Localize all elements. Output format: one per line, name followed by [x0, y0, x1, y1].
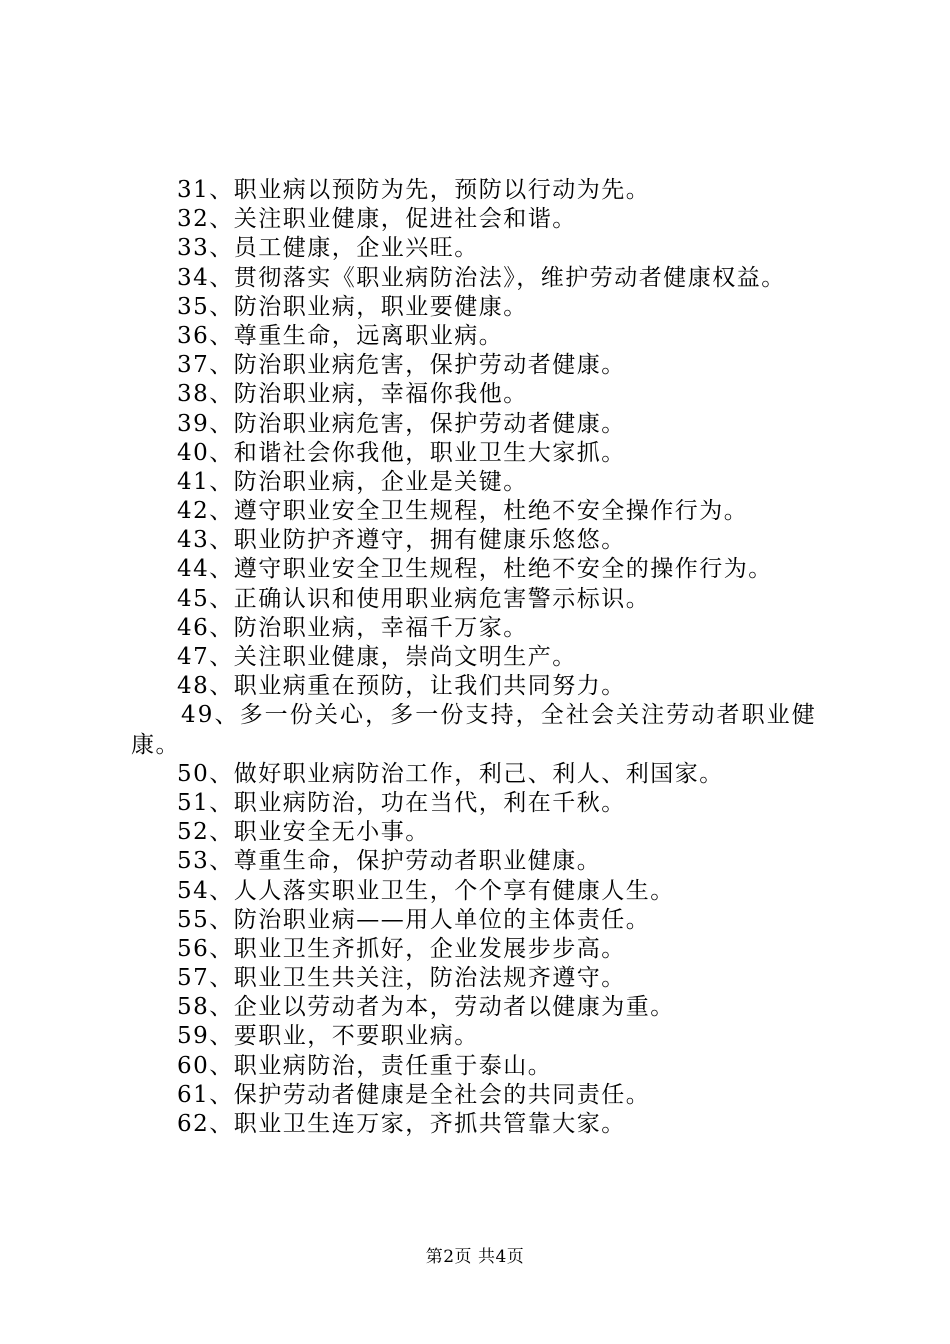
list-item: 33、员工健康，企业兴旺。	[177, 235, 479, 262]
document-body	[131, 176, 831, 1139]
page-number-footer: 第2页 共4页	[425, 1247, 525, 1267]
list-item: 46、防治职业病，幸福千万家。	[177, 614, 528, 641]
list-item: 45、正确认识和使用职业病危害警示标识。	[177, 585, 651, 612]
list-item: 53、尊重生命，保护劳动者职业健康。	[177, 848, 602, 875]
list-item: 50、做好职业病防治工作，利己、利人、利国家。	[177, 760, 724, 787]
list-item: 61、保护劳动者健康是全社会的共同责任。	[177, 1081, 651, 1108]
list-item: 36、尊重生命，远离职业病。	[177, 322, 504, 349]
list-item: 35、防治职业病，职业要健康。	[177, 293, 528, 320]
list-item: 52、职业安全无小事。	[177, 819, 430, 846]
list-item: 55、防治职业病——用人单位的主体责任。	[177, 906, 651, 933]
list-item: 43、职业防护齐遵守，拥有健康乐悠悠。	[177, 527, 626, 554]
list-item: 41、防治职业病，企业是关键。	[177, 468, 528, 495]
list-item: 38、防治职业病，幸福你我他。	[177, 381, 528, 408]
list-item: 49、多一份关心，多一份支持，全社会关注劳动者职业健	[181, 702, 817, 729]
list-item-continuation: 康。	[131, 731, 180, 758]
list-item: 37、防治职业病危害，保护劳动者健康。	[177, 352, 626, 379]
list-item: 32、关注职业健康，促进社会和谐。	[177, 206, 577, 233]
list-item: 59、要职业，不要职业病。	[177, 1023, 479, 1050]
list-item: 56、职业卫生齐抓好，企业发展步步高。	[177, 935, 626, 962]
list-item: 39、防治职业病危害，保护劳动者健康。	[177, 410, 626, 437]
list-item: 42、遵守职业安全卫生规程，杜绝不安全操作行为。	[177, 498, 749, 525]
list-item: 48、职业病重在预防，让我们共同努力。	[177, 673, 626, 700]
list-item: 31、职业病以预防为先，预防以行动为先。	[177, 177, 651, 203]
list-item: 62、职业卫生连万家，齐抓共管靠大家。	[177, 1111, 626, 1137]
list-item: 54、人人落实职业卫生，个个享有健康人生。	[177, 877, 675, 904]
list-item: 57、职业卫生共关注，防治法规齐遵守。	[177, 965, 626, 992]
list-item: 40、和谐社会你我他，职业卫生大家抓。	[177, 439, 626, 466]
list-item: 60、职业病防治，责任重于泰山。	[177, 1052, 553, 1079]
list-item: 51、职业病防治，功在当代，利在千秋。	[177, 789, 626, 816]
list-item: 34、贯彻落实《职业病防治法》，维护劳动者健康权益。	[177, 264, 786, 291]
list-item: 44、遵守职业安全卫生规程，杜绝不安全的操作行为。	[177, 556, 773, 583]
list-item: 58、企业以劳动者为本，劳动者以健康为重。	[177, 994, 675, 1021]
list-item: 47、关注职业健康，崇尚文明生产。	[177, 644, 577, 670]
